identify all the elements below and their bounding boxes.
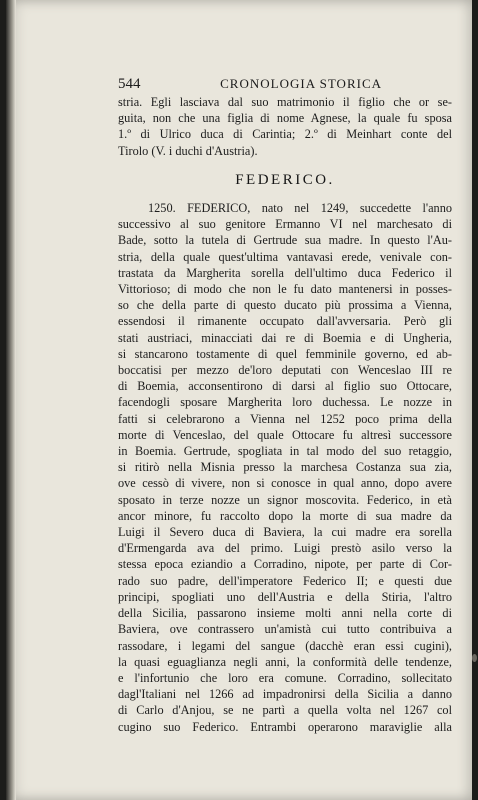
- text-line: e l'infortunio che loro era comune. Corradino, sollecitato: [118, 670, 452, 685]
- text-line: di Boemia, acconsentirono di darsi al figlio suo Ottocare,: [118, 379, 452, 394]
- page-text: [118, 94, 452, 735]
- text-line: si ritirò nella Misnia presso la marchesa Costanza sua zia,: [118, 460, 452, 475]
- page-gutter-shadow: [6, 0, 16, 800]
- text-line: in Boemia. Gertrude, spogliata in tal modo del suo retaggio,: [118, 444, 452, 459]
- text-line: la quasi eguaglianza negli anni, la conformità delle tendenze,: [118, 654, 452, 669]
- section-title: FEDERICO.: [235, 171, 335, 188]
- text-line: essendosi il rimanente occupato dall'avversaria. Però gli: [118, 314, 452, 329]
- text-line: si stancarono tostamente di quel femminile governo, ed ab-: [118, 346, 452, 361]
- text-line: ancor minore, fu raccolto dopo la morte di sua madre da: [118, 508, 452, 523]
- text-line: 1.º di Ulrico duca di Carintia; 2.º di Meinhart conte del: [118, 127, 452, 142]
- text-line: stessa epoca eziandio a Corradino, nipote, per parte di Cor-: [118, 557, 452, 572]
- text-line: Baviera, ove contrassero un'amistà cui tutto contribuiva a: [118, 622, 452, 637]
- text-line: d'Ermengarda ava del primo. Luigi prestò asilo verso la: [118, 541, 452, 556]
- text-line: fatti si celebrarono a Vienna nel 1252 poco prima della: [118, 411, 452, 426]
- text-line: rassodare, i legami del sangue (dacchè eran essi cugini),: [118, 638, 452, 653]
- text-line: Vittorioso; di modo che non le fu dato mantenersi in posses-: [118, 282, 452, 297]
- page-number: 544: [118, 76, 141, 92]
- text-line: ove cessò di vivere, non si conosce in qual anno, dopo avere: [118, 476, 452, 491]
- text-line: guita, non che una figlia di nome Agnese, la quale fu sposa: [118, 111, 452, 126]
- text-line: rado suo padre, dell'imperatore Federico II; e questi due: [118, 573, 452, 588]
- text-line: Tirolo (V. i duchi d'Austria).: [118, 143, 258, 158]
- text-line: principi, spogliati uno dell'Austria e della Stiria, l'altro: [118, 589, 452, 604]
- text-line: di Carlo d'Anjou, se ne partì a quella volta nel 1267 col: [118, 703, 452, 718]
- page-header: [118, 76, 452, 93]
- running-head: CRONOLOGIA STORICA: [220, 76, 382, 91]
- text-line: 1250. FEDERICO, nato nel 1249, succedette l'anno: [148, 201, 452, 216]
- text-line: sposato in terze nozze un signor moscovita. Federico, in età: [118, 492, 452, 507]
- text-line: stati austriaci, minacciati dai re di Boemia e di Ungheria,: [118, 330, 452, 345]
- text-line: boccatisi per mezzo de'loro deputati con Wenceslao III re: [118, 363, 452, 378]
- text-line: Bade, sotto la tutela di Gertrude sua madre. In questo l'Au-: [118, 233, 452, 248]
- ink-blot: [472, 654, 477, 662]
- text-line: cugino suo Federico. Entrambi operarono maraviglie alla: [118, 719, 452, 734]
- text-line: facendogli sposare Margherita loro duchessa. Le nozze in: [118, 395, 452, 410]
- text-line: successivo al suo genitore Ermanno VI nel marchesato di: [118, 217, 452, 232]
- text-line: stria. Egli lasciava dal suo matrimonio il figlio che or se-: [118, 95, 452, 109]
- book-page: [6, 0, 472, 800]
- text-line: della Sicilia, passarono insieme molti anni nella corte di: [118, 606, 452, 621]
- text-line: morte di Venceslao, del quale Ottocare fu altresì successore: [118, 427, 452, 442]
- text-line: trastata da Margherita sorella dell'ultimo duca Federico il: [118, 265, 452, 280]
- text-line: stria, della quale quest'ultima vantavasi erede, venivale con-: [118, 249, 452, 264]
- text-line: so che della parte di questo ducato più prossima a Vienna,: [118, 298, 452, 313]
- text-line: Luigi il Severo duca di Baviera, la cui madre era sorella: [118, 525, 452, 540]
- text-line: dagl'Italiani nel 1266 ad impadronirsi della Sicilia a danno: [118, 687, 452, 702]
